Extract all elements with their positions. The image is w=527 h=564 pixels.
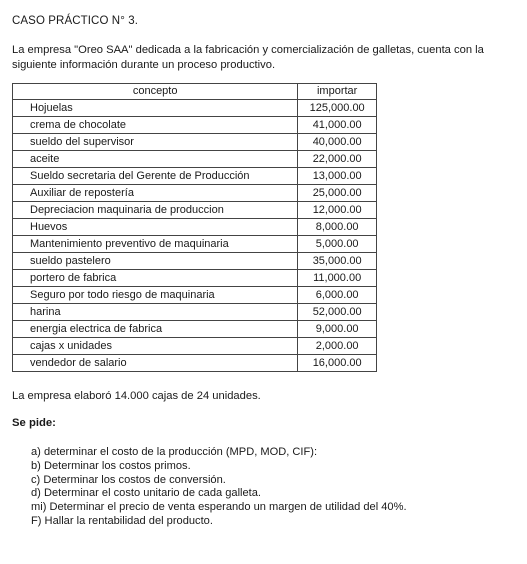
cell-amount: 9,000.00: [298, 321, 377, 338]
cell-amount: 13,000.00: [298, 168, 377, 185]
cell-concept: harina: [13, 304, 298, 321]
table-row: [13, 168, 377, 185]
table-row: [13, 202, 377, 219]
table-row: [13, 236, 377, 253]
cell-concept: energia electrica de fabrica: [13, 321, 298, 338]
cell-concept: crema de chocolate: [13, 117, 298, 134]
cell-amount: 6,000.00: [298, 287, 377, 304]
table-header-row: [13, 84, 377, 100]
cell-amount: 12,000.00: [298, 202, 377, 219]
cell-concept: portero de fabrica: [13, 270, 298, 287]
table-row: [13, 219, 377, 236]
list-item: c) Determinar los costos de conversión.: [31, 473, 226, 486]
cell-amount: 2,000.00: [298, 338, 377, 355]
cell-concept: Huevos: [13, 219, 298, 236]
cell-amount: 5,000.00: [298, 236, 377, 253]
list-item: b) Determinar los costos primos.: [31, 459, 191, 472]
cell-amount: 41,000.00: [298, 117, 377, 134]
cell-amount: 8,000.00: [298, 219, 377, 236]
table-row: [13, 270, 377, 287]
cell-amount: 22,000.00: [298, 151, 377, 168]
table-row: [13, 185, 377, 202]
cell-amount: 125,000.00: [298, 100, 377, 117]
intro-paragraph: La empresa "Oreo SAA" dedicada a la fabricación y comercialización de galletas, cuenta con la siguiente información durante un proceso productivo.: [12, 44, 484, 71]
production-note: La empresa elaboró 14.000 cajas de 24 unidades.: [12, 390, 261, 402]
table-row: [13, 134, 377, 151]
table-row: [13, 287, 377, 304]
cell-concept: cajas x unidades: [13, 338, 298, 355]
cost-table-body: [13, 100, 377, 372]
column-header-amount: importar: [298, 84, 377, 100]
table-row: [13, 151, 377, 168]
cell-amount: 35,000.00: [298, 253, 377, 270]
cell-concept: aceite: [13, 151, 298, 168]
table-row: [13, 355, 377, 372]
list-item: F) Hallar la rentabilidad del producto.: [31, 514, 213, 527]
cell-concept: Hojuelas: [13, 100, 298, 117]
cell-amount: 40,000.00: [298, 134, 377, 151]
cell-concept: Seguro por todo riesgo de maquinaria: [13, 287, 298, 304]
cell-amount: 52,000.00: [298, 304, 377, 321]
column-header-concept: concepto: [13, 84, 298, 100]
table-row: [13, 253, 377, 270]
cell-concept: vendedor de salario: [13, 355, 298, 372]
cell-amount: 11,000.00: [298, 270, 377, 287]
list-item: a) determinar el costo de la producción (MPD, MOD, CIF):: [31, 446, 318, 458]
table-row: [13, 100, 377, 117]
table-row: [13, 338, 377, 355]
cell-concept: Auxiliar de repostería: [13, 185, 298, 202]
document-title: CASO PRÁCTICO N° 3.: [12, 15, 138, 27]
table-row: [13, 117, 377, 134]
cell-concept: Mantenimiento preventivo de maquinaria: [13, 236, 298, 253]
cost-table: [12, 83, 377, 372]
cell-concept: sueldo del supervisor: [13, 134, 298, 151]
task-list: [31, 446, 407, 529]
cell-concept: Sueldo secretaria del Gerente de Producción: [13, 168, 298, 185]
table-row: [13, 321, 377, 338]
list-item: mi) Determinar el precio de venta esperando un margen de utilidad del 40%.: [31, 501, 407, 514]
cell-concept: sueldo pastelero: [13, 253, 298, 270]
se-pide-heading: Se pide:: [12, 417, 56, 429]
list-item: d) Determinar el costo unitario de cada galleta.: [31, 487, 262, 500]
cell-amount: 25,000.00: [298, 185, 377, 202]
cell-amount: 16,000.00: [298, 355, 377, 372]
cell-concept: Depreciacion maquinaria de produccion: [13, 202, 298, 219]
table-row: [13, 304, 377, 321]
